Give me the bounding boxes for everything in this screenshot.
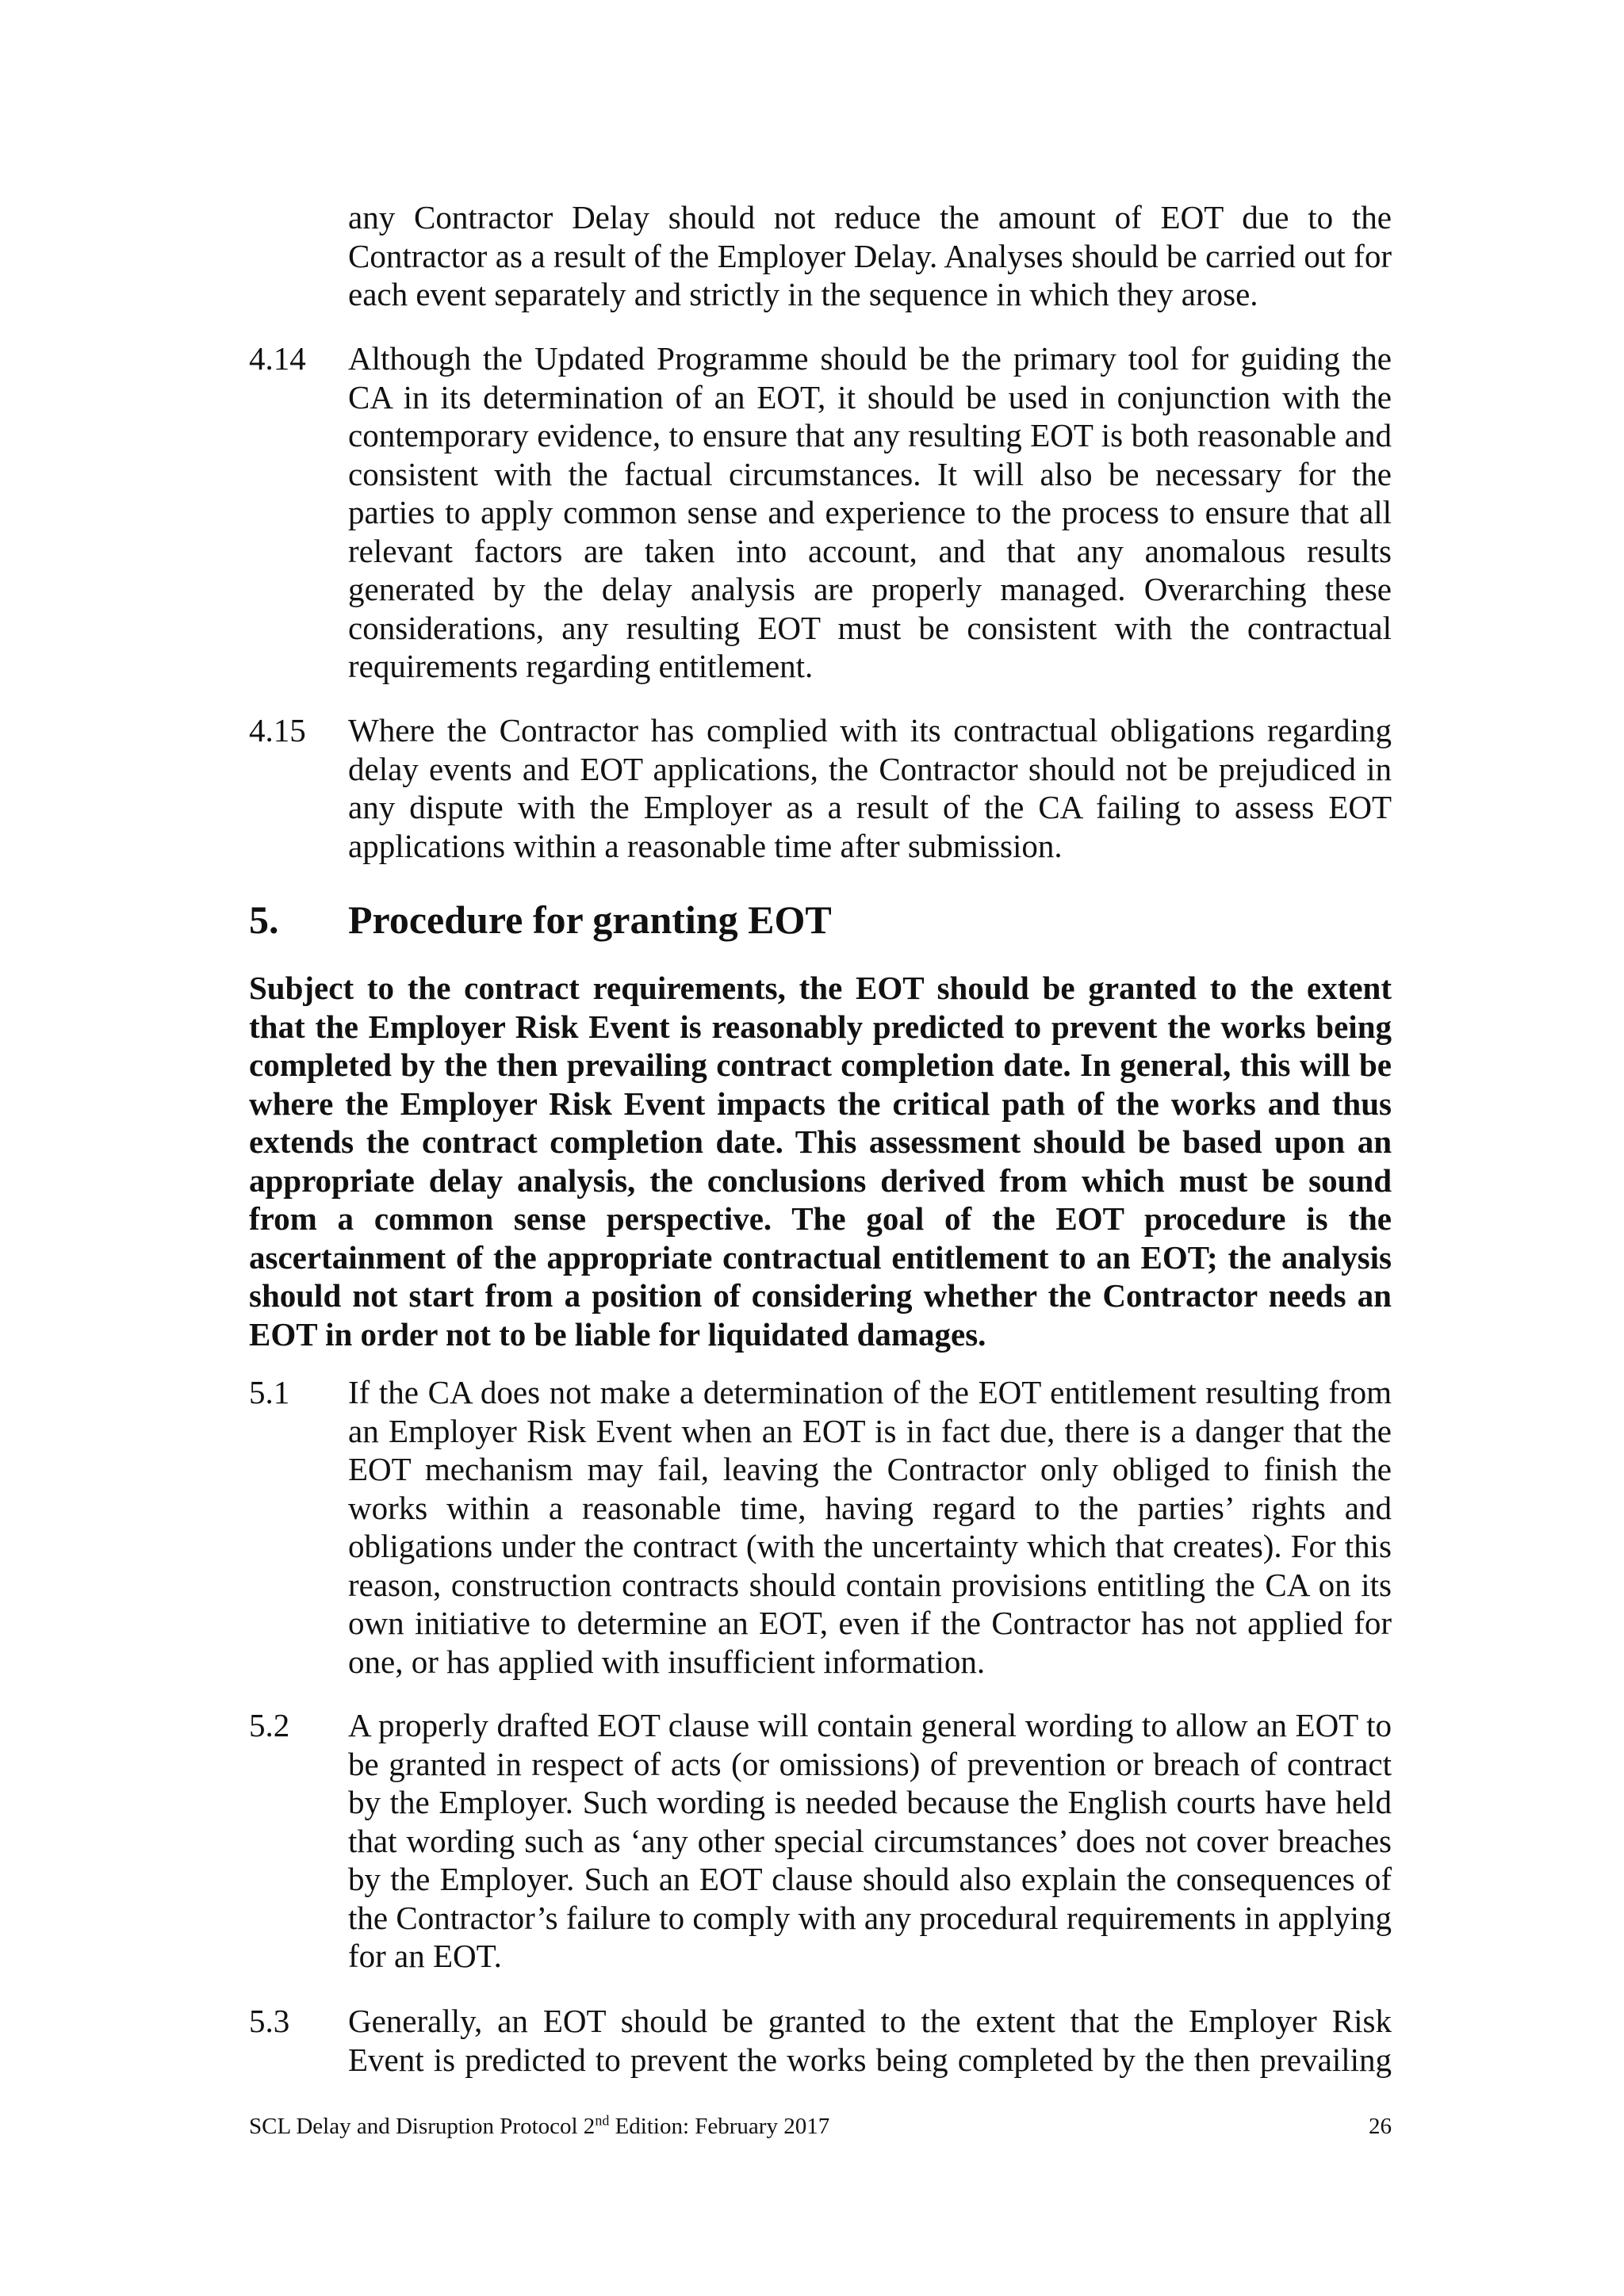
page-number: 26 [1369, 2114, 1392, 2139]
footer-title-start: SCL Delay and Disruption Protocol 2 [249, 2114, 596, 2139]
paragraph-number-4-15: 4.15 [249, 712, 306, 748]
paragraph-4-15: Where the Contractor has complied with its contractual obligations regarding delay events and EOT applications, the Contractor should not be prejudiced in any dispute with the Employer as a result of the CA failing to assess EOT applications within a reasonable time after submission. [348, 712, 1392, 864]
paragraph-number-4-14: 4.14 [249, 340, 306, 377]
paragraph-4-14: Although the Updated Programme should be the primary tool for guiding the CA in its determination of an EOT, it should be used in conjunction with the contemporary evidence, to ensure that any resulting EOT is both reasonable and consistent with the factual circumstances. It will also be necessary for the parties to apply common sense and experience to the process to ensure that all relevant factors are taken into account, and that any anomalous results generated by the delay analysis are properly managed. Overarching these considerations, any resulting EOT must be consistent with the contractual requirements regarding entitlement. [348, 340, 1392, 684]
continuation-paragraph: any Contractor Delay should not reduce the amount of EOT due to the Contractor as a result of the Employer Delay. Analyses should be carried out for each event separately and strictly in the sequence in which they arose. [348, 199, 1392, 312]
paragraph-5-1: If the CA does not make a determination of the EOT entitlement resulting from an Employer Risk Event when an EOT is in fact due, there is a danger that the EOT mechanism may fail, leaving the Contractor only obliged to finish the works within a reasonable time, having regard to the parties’ rights and obligations under the contract (with the uncertainty which that creates). For this reason, construction contracts should contain provisions entitling the CA on its own initiative to determine an EOT, even if the Contractor has not applied for one, or has applied with insufficient information. [348, 1374, 1392, 1680]
footer-title-superscript: nd [595, 2112, 610, 2129]
paragraph-number-5-1: 5.1 [249, 1374, 290, 1410]
paragraph-5-2: A properly drafted EOT clause will contain general wording to allow an EOT to be granted in respect of acts (or omissions) of prevention or breach of contract by the Employer. Such wording is needed because the English courts have held that wording such as ‘any other special circumstances’ does not cover breaches by the Employer. Such an EOT clause should also explain the consequences of the Contractor’s failure to comply with any procedural requirements in applying for an EOT. [348, 1707, 1392, 1974]
section-number: 5. [249, 897, 279, 942]
core-principle-paragraph: Subject to the contract requirements, the EOT should be granted to the extent that the Employer Risk Event is reasonably predicted to prevent the works being completed by the then prevailing contract completion date. In general, this will be where the Employer Risk Event impacts the critical path of the works and thus extends the contract completion date. This assessment should be based upon an appropriate delay analysis, the conclusions derived from which must be sound from a common sense perspective. The goal of the EOT procedure is the ascertainment of the appropriate contractual entitlement to an EOT; the analysis should not start from a position of considering whether the Contractor needs an EOT in order not to be liable for liquidated damages. [249, 970, 1392, 1353]
section-title: Procedure for granting EOT [348, 897, 832, 942]
footer-document-title [249, 2112, 829, 2141]
footer-title-end: Edition: February 2017 [609, 2114, 830, 2139]
paragraph-number-5-2: 5.2 [249, 1707, 290, 1743]
paragraph-number-5-3: 5.3 [249, 2003, 290, 2039]
paragraph-5-3: Generally, an EOT should be granted to the extent that the Employer Risk Event is predicted to prevent the works being completed by the then prevailing [348, 2003, 1392, 2078]
